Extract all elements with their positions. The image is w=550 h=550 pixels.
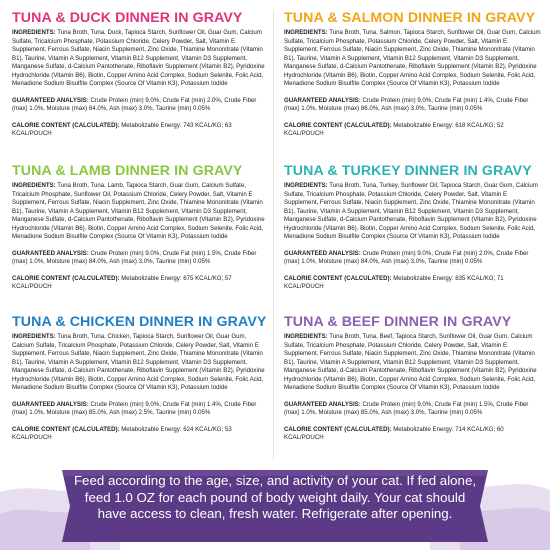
ingredients-label: INGREDIENTS: <box>12 182 56 189</box>
ingredients-label: INGREDIENTS: <box>12 333 56 340</box>
calorie-label: CALORIE CONTENT (CALCULATED): <box>12 121 120 129</box>
ingredients-value: Tuna Broth, Tuna, Duck, Tapioca Starch, Sunflower Oil, Guar Gum, Calcium Sulfate, Tricalcium Phosphate, Potassium Chloride, Celery Powder, Salt, Vitamin E Supplement, Ferrous Sulfate, Niacin Supplement, Zinc Oxide, Thiamine Mononitrate (Vitamin B1), Taurine, Vitamin A Supplement, Vitamin B12 Supplement, Vitamin D3 Supplement, Manganese Sulfate, d-Calcium Pantothenate, Riboflavin Supplement (Vitamin B2), Pyridoxine Hydrochloride (Vitamin B6), Biotin, Copper Amino Acid Complex, Sodium Selenite, Folic Acid, Menadione Sodium Bisulfite Complex (Source Of Vitamin K3), Potassium Iodide <box>12 29 265 88</box>
analysis-label: GUARANTEED ANALYSIS: <box>12 249 89 257</box>
calorie-content-text <box>12 122 269 139</box>
calorie-value: Metabolizable Energy: 743 KCAL/KG; 63 KCAL/POUCH <box>12 121 232 138</box>
guaranteed-analysis-text <box>284 250 541 267</box>
feeding-instructions-text: Feed according to the age, size, and activity of your cat. If fed alone, feed 1.0 OZ for each pound of body weight daily. Your cat should have access to clean, fresh water. Refrigerate after opening. <box>73 473 477 521</box>
analysis-label: GUARANTEED ANALYSIS: <box>12 96 89 104</box>
recipe-title: TUNA & LAMB DINNER IN GRAVY <box>12 163 243 179</box>
analysis-value: Crude Protein (min) 9.0%, Crude Fat (min) 2.0%, Crude Fiber (max) 1.0%, Moisture (max) 84.0%, Ash (max) 3.0%, Taurine (min) 0.05% <box>12 96 257 113</box>
ingredients-label: INGREDIENTS: <box>284 29 328 36</box>
guaranteed-analysis-text <box>12 401 269 418</box>
analysis-value: Crude Protein (min) 9.0%, Crude Fat (min) 1.4%, Crude Fiber (max) 1.0%, Moisture (max) 86.0%, Ash (max) 3.0%, Taurine (min) 0.05% <box>284 96 529 113</box>
recipe-title: TUNA & CHICKEN DINNER IN GRAVY <box>12 314 267 330</box>
guaranteed-analysis-text <box>12 250 269 267</box>
calorie-content-text <box>284 426 541 443</box>
calorie-label: CALORIE CONTENT (CALCULATED): <box>284 274 392 282</box>
guaranteed-analysis-text <box>284 401 541 418</box>
calorie-value: Metabolizable Energy: 835 KCAL/KG; 71 KCAL/POUCH <box>284 274 504 291</box>
ingredients-value: Tuna Broth, Tuna, Lamb, Tapioca Starch, Guar Gum, Calcium Sulfate, Tricalcium Phosphate, Sunflower Oil, Potassium Chloride, Celery Powder, Salt, Vitamin E Supplement, Ferrous Sulfate, Niacin Supplement, Zinc Oxide, Thiamine Mononitrate (Vitamin B1), Taurine, Vitamin A Supplement, Vitamin B12 Supplement, Vitamin D3 Supplement, Manganese Sulfate, d-Calcium Pantothenate, Riboflavin Supplement (Vitamin B2), Pyridoxine Hydrochloride (Vitamin B6), Biotin, Copper Amino Acid Complex, Sodium Selenite, Folic Acid, Menadione Sodium Bisulfite Complex (Source Of Vitamin K3), Potassium Iodide <box>12 182 265 241</box>
recipe-tuna-salmon <box>280 10 545 147</box>
analysis-label: GUARANTEED ANALYSIS: <box>284 96 361 104</box>
ingredients-value: Tuna Broth, Tuna, Beef, Tapioca Starch, Sunflower Oil, Guar Gum, Calcium Sulfate, Tricalcium Phosphate, Potassium Chloride, Celery Powder, Salt, Vitamin E Supplement, Ferrous Sulfate, Niacin Supplement, Zinc Oxide, Thiamine Mononitrate (Vitamin B1), Taurine, Vitamin A Supplement, Vitamin B12 Supplement, Vitamin D3 Supplement, Manganese Sulfate, d-Calcium Pantothenate, Riboflavin Supplement (Vitamin B2), Pyridoxine Hydrochloride (Vitamin B6), Biotin, Copper Amino Acid Complex, Sodium Selenite, Folic Acid, Menadione Sodium Bisulfite Complex (Source Of Vitamin K3), Potassium Iodide <box>284 333 537 392</box>
column-divider <box>273 10 274 460</box>
calorie-content-text <box>12 275 269 292</box>
analysis-value: Crude Protein (min) 9.0%, Crude Fat (min) 1.4%, Crude Fiber (max) 1.0%, Moisture (max) 85.0%, Ash (max) 2.5%, Taurine (min) 0.05% <box>12 400 257 417</box>
calorie-label: CALORIE CONTENT (CALCULATED): <box>12 274 120 282</box>
recipe-title: TUNA & BEEF DINNER IN GRAVY <box>284 314 512 330</box>
calorie-value: Metabolizable Energy: 624 KCAL/KG; 53 KCAL/POUCH <box>12 425 232 442</box>
recipe-title: TUNA & TURKEY DINNER IN GRAVY <box>284 163 532 179</box>
analysis-label: GUARANTEED ANALYSIS: <box>284 400 361 408</box>
guaranteed-analysis-text <box>284 97 541 114</box>
ingredients-label: INGREDIENTS: <box>284 182 328 189</box>
analysis-value: Crude Protein (min) 9.0%, Crude Fat (min) 1.5%, Crude Fiber (max) 1.0%, Moisture (max) 85.0%, Ash (max) 3.0%, Taurine (min) 0.05% <box>284 400 529 417</box>
analysis-value: Crude Protein (min) 9.0%, Crude Fat (min) 2.0%, Crude Fiber (max) 1.0%, Moisture (max) 84.0%, Ash (max) 3.0%, Taurine (min) 0.05% <box>284 249 529 266</box>
analysis-label: GUARANTEED ANALYSIS: <box>284 249 361 257</box>
calorie-content-text <box>284 275 541 292</box>
ingredients-value: Tuna Broth, Tuna, Turkey, Sunflower Oil, Tapioca Starch, Guar Gum, Calcium Sulfate, Tricalcium Phosphate, Potassium Chloride, Celery Powder, Salt, Vitamin E Supplement, Ferrous Sulfate, Niacin Supplement, Zinc Oxide, Thiamine Mononitrate (Vitamin B1), Taurine, Vitamin A Supplement, Vitamin B12 Supplement, Vitamin D3 Supplement, Manganese Sulfate, d-Calcium Pantothenate, Riboflavin Supplement (Vitamin B2), Pyridoxine Hydrochloride (Vitamin B6), Biotin, Copper Amino Acid Complex, Sodium Selenite, Folic Acid, Menadione Sodium Bisulfite Complex (Source Of Vitamin K3), Potassium Iodide <box>284 182 538 241</box>
analysis-value: Crude Protein (min) 9.0%, Crude Fat (min) 1.5%, Crude Fiber (max) 1.0%, Moisture (max) 84.0%, Ash (max) 3.0%, Taurine (min) 0.05% <box>12 249 257 266</box>
calorie-value: Metabolizable Energy: 714 KCAL/KG; 60 KCAL/POUCH <box>284 425 504 442</box>
ingredients-label: INGREDIENTS: <box>12 29 56 36</box>
recipe-tuna-beef <box>280 314 545 451</box>
calorie-label: CALORIE CONTENT (CALCULATED): <box>284 121 392 129</box>
recipe-title: TUNA & SALMON DINNER IN GRAVY <box>284 10 536 26</box>
ingredients-text <box>284 333 541 393</box>
recipe-tuna-chicken <box>8 314 273 451</box>
guaranteed-analysis-text <box>12 97 269 114</box>
ingredients-label: INGREDIENTS: <box>284 333 328 340</box>
calorie-label: CALORIE CONTENT (CALCULATED): <box>12 425 120 433</box>
ingredients-text <box>12 29 269 89</box>
recipe-tuna-lamb <box>8 163 273 300</box>
analysis-label: GUARANTEED ANALYSIS: <box>12 400 89 408</box>
calorie-value: Metabolizable Energy: 675 KCAL/KG; 57 KCAL/POUCH <box>12 274 232 291</box>
ingredients-value: Tuna Broth, Tuna, Chicken, Tapioca Starch, Sunflower Oil, Guar Gum, Calcium Sulfate, Tricalcium Phosphate, Potassium Chloride, Celery Powder, Salt, Vitamin E Supplement, Ferrous Sulfate, Niacin Supplement, Zinc Oxide, Thiamine Mononitrate (Vitamin B1), Taurine, Vitamin A Supplement, Vitamin B12 Supplement, Vitamin D3 Supplement, Manganese Sulfate, d-Calcium Pantothenate, Riboflavin Supplement (Vitamin B2), Pyridoxine Hydrochloride (Vitamin B6), Biotin, Copper Amino Acid Complex, Sodium Selenite, Folic Acid, Menadione Sodium Bisulfite Complex (Source Of Vitamin K3), Potassium Iodide <box>12 333 265 392</box>
ingredients-text <box>12 333 269 393</box>
ingredients-text <box>284 182 541 242</box>
calorie-value: Metabolizable Energy: 618 KCAL/KG; 52 KCAL/POUCH <box>284 121 504 138</box>
calorie-label: CALORIE CONTENT (CALCULATED): <box>284 425 392 433</box>
recipe-tuna-duck <box>8 10 273 147</box>
calorie-content-text <box>12 426 269 443</box>
recipe-title: TUNA & DUCK DINNER IN GRAVY <box>12 10 243 26</box>
ingredients-text <box>12 182 269 242</box>
ingredients-text <box>284 29 541 89</box>
ingredients-value: Tuna Broth, Tuna, Salmon, Tapioca Starch, Sunflower Oil, Guar Gum, Calcium Sulfate, Tricalcium Phosphate, Potassium Chloride, Celery Powder, Salt, Vitamin E Supplement, Ferrous Sulfate, Niacin Supplement, Zinc Oxide, Thiamine Mononitrate (Vitamin B1), Taurine, Vitamin A Supplement, Vitamin B12 Supplement, Vitamin D3 Supplement, Manganese Sulfate, d-Calcium Pantothenate, Riboflavin Supplement (Vitamin B2), Pyridoxine Hydrochloride (Vitamin B6), Biotin, Copper Amino Acid Complex, Sodium Selenite, Folic Acid, Menadione Sodium Bisulfite Complex (Source Of Vitamin K3), Potassium Iodide <box>284 29 541 88</box>
calorie-content-text <box>284 122 541 139</box>
recipe-tuna-turkey <box>280 163 545 300</box>
